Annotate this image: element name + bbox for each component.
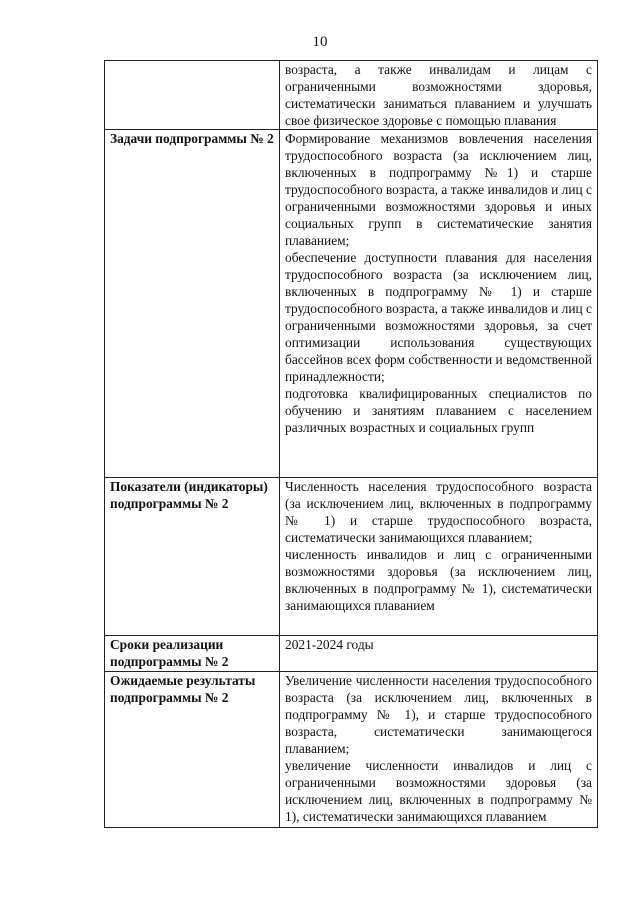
paragraph: возраста, а также инвалидам и лицам с ограниченными возможностями здоровья, систематически заниматься плаванием и улучшать свое физическое здоровье с помощью плавания xyxy=(285,62,592,128)
row-label-results: Ожидаемые результаты подпрограммы № 2 xyxy=(105,672,280,828)
paragraph: 2021-2024 годы xyxy=(285,637,374,652)
paragraph: обеспечение доступности плавания для населения трудоспособного возраста (за исключением лиц, включенных в подпрограмму № 1) и старше трудоспособного возраста, а также инвалидов и лиц с ограниченными возможностями здоровья, за счет оптимизации использования существующих бассейнов всех форм собственности и ведомственной принадлежности; xyxy=(285,250,592,384)
row-value xyxy=(280,61,598,130)
row-value-timeline xyxy=(280,636,598,672)
paragraph: численность инвалидов и лиц с ограниченными возможностями здоровья (за исключением лиц, включенных в подпрограмму № 1), систематически занимающихся плаванием xyxy=(285,547,592,613)
row-label-indicators: Показатели (индикаторы) подпрограммы № 2 xyxy=(105,478,280,636)
table-row xyxy=(105,61,598,130)
row-value-indicators xyxy=(280,478,598,636)
paragraph: Формирование механизмов вовлечения населения трудоспособного возраста (за исключением лиц, включенных в подпрограмму №1) и старше трудоспособного возраста, а также инвалидов и лиц с ограниченными возможностями здоровья и иных социальных групп в систематические занятия плаванием; xyxy=(285,131,592,248)
table-row xyxy=(105,636,598,672)
paragraph: Увеличение численности населения трудоспособного возраста (за исключением лиц, включенных в подпрограмму № 1), и старше трудоспособного возраста, систематически занимающегося плаванием; xyxy=(285,673,592,756)
table-row xyxy=(105,672,598,828)
row-label-timeline: Сроки реализации подпрограммы № 2 xyxy=(105,636,280,672)
row-label xyxy=(105,61,280,130)
page-number: 10 xyxy=(312,34,328,50)
row-label-tasks: Задачи подпрограммы № 2 xyxy=(105,130,280,478)
row-value-results xyxy=(280,672,598,828)
table-row xyxy=(105,130,598,478)
subprogram-passport-table xyxy=(104,60,598,828)
paragraph: Численность населения трудоспособного возраста (за исключением лиц, включенных в подпрограмму № 1) и старше трудоспособного возраста, систематически занимающихся плаванием; xyxy=(285,479,592,545)
table-row xyxy=(105,478,598,636)
row-value-tasks xyxy=(280,130,598,478)
paragraph: увеличение численности инвалидов и лиц с ограниченными возможностями здоровья (за исключением лиц, включенных в подпрограмму № 1), систематически занимающихся плаванием xyxy=(285,758,592,824)
paragraph: подготовка квалифицированных специалистов по обучению и занятиям плаванием с населением различных возрастных и социальных групп xyxy=(285,386,592,435)
